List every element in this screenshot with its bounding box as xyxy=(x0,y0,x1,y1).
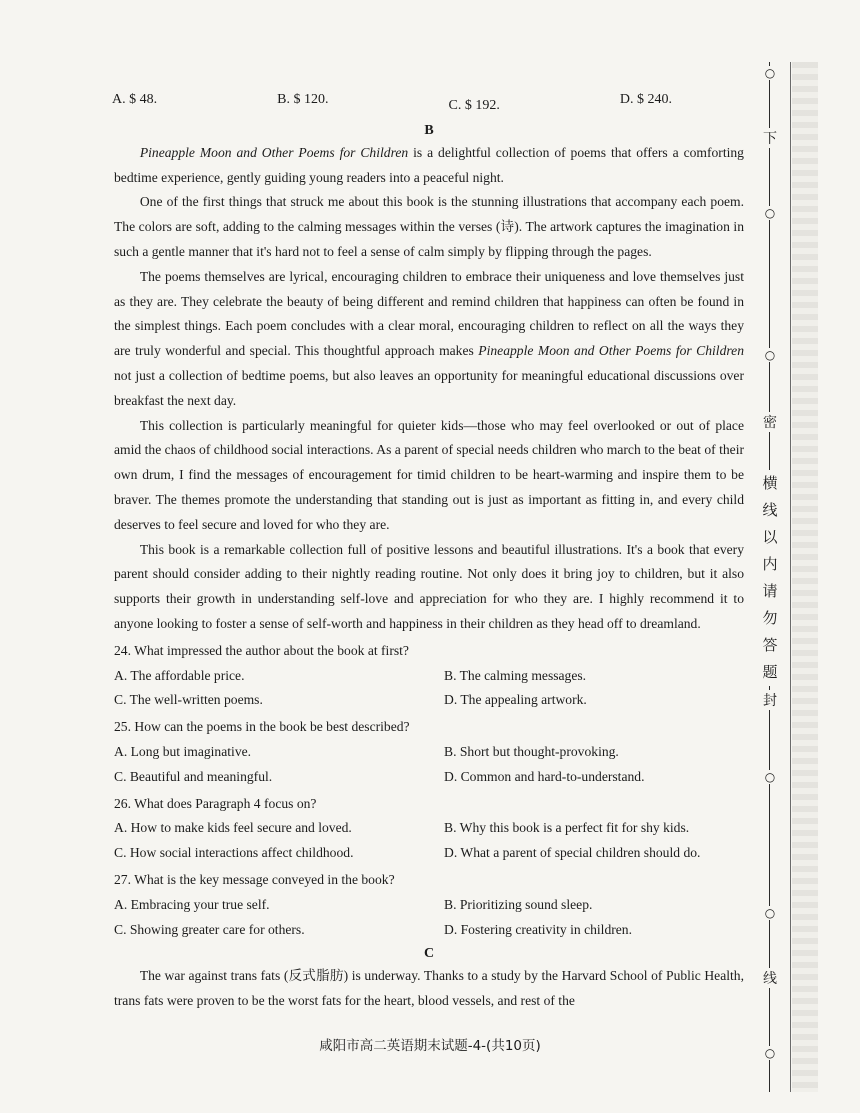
option-b: B. $ 120. xyxy=(277,92,329,107)
question-24 xyxy=(114,639,744,713)
choice-a: A. The affordable price. xyxy=(114,667,245,683)
question-stem: 26. What does Paragraph 4 focus on? xyxy=(114,795,317,811)
choice-a: A. How to make kids feel secure and loved. xyxy=(114,820,352,836)
choice-d: D. Fostering creativity in children. xyxy=(444,921,633,937)
passage-b-paragraph-5: This book is a remarkable collection full of positive lessons and beautiful illustrations. It's a book that every parent should consider adding to their nightly reading routine. Not only does it bring joy to children, but it also supports their growth in understanding self-love and appreciation for who they are. I highly recommend it to anyone looking to foster a sense of self-worth and happiness in their children as they head off to dreamland. xyxy=(114,541,744,631)
book-title: Pineapple Moon and Other Poems for Children xyxy=(139,144,409,160)
choice-d: D. The appealing artwork. xyxy=(444,692,587,708)
book-title: Pineapple Moon and Other Poems for Children xyxy=(478,343,744,359)
binding-mark-xia: 下 xyxy=(762,128,778,148)
choice-a: A. Long but imaginative. xyxy=(114,743,252,759)
paragraph-text: not just a collection of bedtime poems, but also leaves an opportunity for meaningful educational discussions over breakfast the next day. xyxy=(114,367,744,408)
paragraph-text: The poems themselves are lyrical, encouraging children to embrace their uniqueness and love themselves just as they are. They celebrate the beauty of being different and remind children that happiness can often be found in the simplest things. Each poem concludes with a clear moral, encouraging children to reflect on all the ways they are truly wonderful and special. This thoughtful approach makes xyxy=(114,268,744,359)
choice-c: C. Showing greater care for others. xyxy=(114,921,305,937)
exam-content xyxy=(114,88,744,1014)
passage-b-paragraph-1 xyxy=(114,141,744,191)
binding-ring: ○ xyxy=(762,1046,778,1060)
binding-ring: ○ xyxy=(762,206,778,220)
choice-b: B. The calming messages. xyxy=(444,667,587,683)
binding-line-outer xyxy=(790,62,791,1092)
binding-margin-strip xyxy=(792,62,818,1092)
question-stem: 25. How can the poems in the book be best described? xyxy=(114,719,410,735)
choice-b: B. Short but thought-provoking. xyxy=(444,743,619,759)
binding-mark-feng: 封 xyxy=(762,690,778,710)
choice-c: C. The well-written poems. xyxy=(114,692,263,708)
binding-ring: ○ xyxy=(762,348,778,362)
option-c: C. $ 192. xyxy=(448,98,500,113)
option-d: D. $ 240. xyxy=(619,92,672,107)
question-26 xyxy=(114,792,744,866)
question-stem: 24. What impressed the author about the book at first? xyxy=(114,642,409,658)
page-footer: 咸阳市高二英语期末试题-4-(共10页) xyxy=(319,1038,541,1054)
choice-c: C. How social interactions affect childhood. xyxy=(114,845,354,861)
passage-b-paragraph-3 xyxy=(114,265,744,414)
binding-note: 横线以内请勿答题 xyxy=(760,470,780,686)
choice-b: B. Why this book is a perfect fit for shy kids. xyxy=(444,820,690,836)
question-27 xyxy=(114,868,744,942)
option-a: A. $ 48. xyxy=(112,92,158,107)
binding-ring: ○ xyxy=(762,906,778,920)
passage-c-paragraph-1: The war against trans fats (反式脂肪) is underway. Thanks to a study by the Harvard School of Public Health, trans fats were proven to be the worst fats for the heart, blood vessels, and rest of the xyxy=(114,968,744,1009)
question-25 xyxy=(114,715,744,789)
passage-b-paragraph-4: This collection is particularly meaningful for quieter kids—those who may feel overlooked or out of place amid the chaos of childhood social interactions. As a parent of special needs children who march to the beat of their own drum, I find the messages of encouragement for timid children to be heart-warming and inspire them to be braver. The themes promote the understanding that standing out is just as important as fitting in, and every child deserves to feel secure and loved for who they are. xyxy=(114,417,744,532)
binding-ring: ○ xyxy=(762,66,778,80)
choice-a: A. Embracing your true self. xyxy=(114,896,270,912)
binding-mark-xian: 线 xyxy=(762,968,778,988)
section-c-heading: C xyxy=(423,946,435,962)
paragraph-text: is a delightful collection of poems that offers a comforting bedtime experience, gently guiding young readers into a peaceful night. xyxy=(114,144,744,185)
choice-c: C. Beautiful and meaningful. xyxy=(114,768,273,784)
passage-b-paragraph-2: One of the first things that struck me about this book is the stunning illustrations that accompany each poem. The colors are soft, adding to the calming messages within the verses (诗). The artwork captures the imagination in such a gentle manner that it's hard not to feel a sense of calm simply by flipping through the pages. xyxy=(114,194,744,259)
section-b-heading: B xyxy=(424,122,434,138)
choice-d: D. Common and hard-to-understand. xyxy=(444,768,645,784)
choice-d: D. What a parent of special children should do. xyxy=(444,845,701,861)
binding-mark-mi: 密 xyxy=(762,412,778,432)
binding-ring: ○ xyxy=(762,770,778,784)
question-stem: 27. What is the key message conveyed in the book? xyxy=(114,871,395,887)
previous-question-options xyxy=(112,88,672,119)
choice-b: B. Prioritizing sound sleep. xyxy=(444,896,593,912)
